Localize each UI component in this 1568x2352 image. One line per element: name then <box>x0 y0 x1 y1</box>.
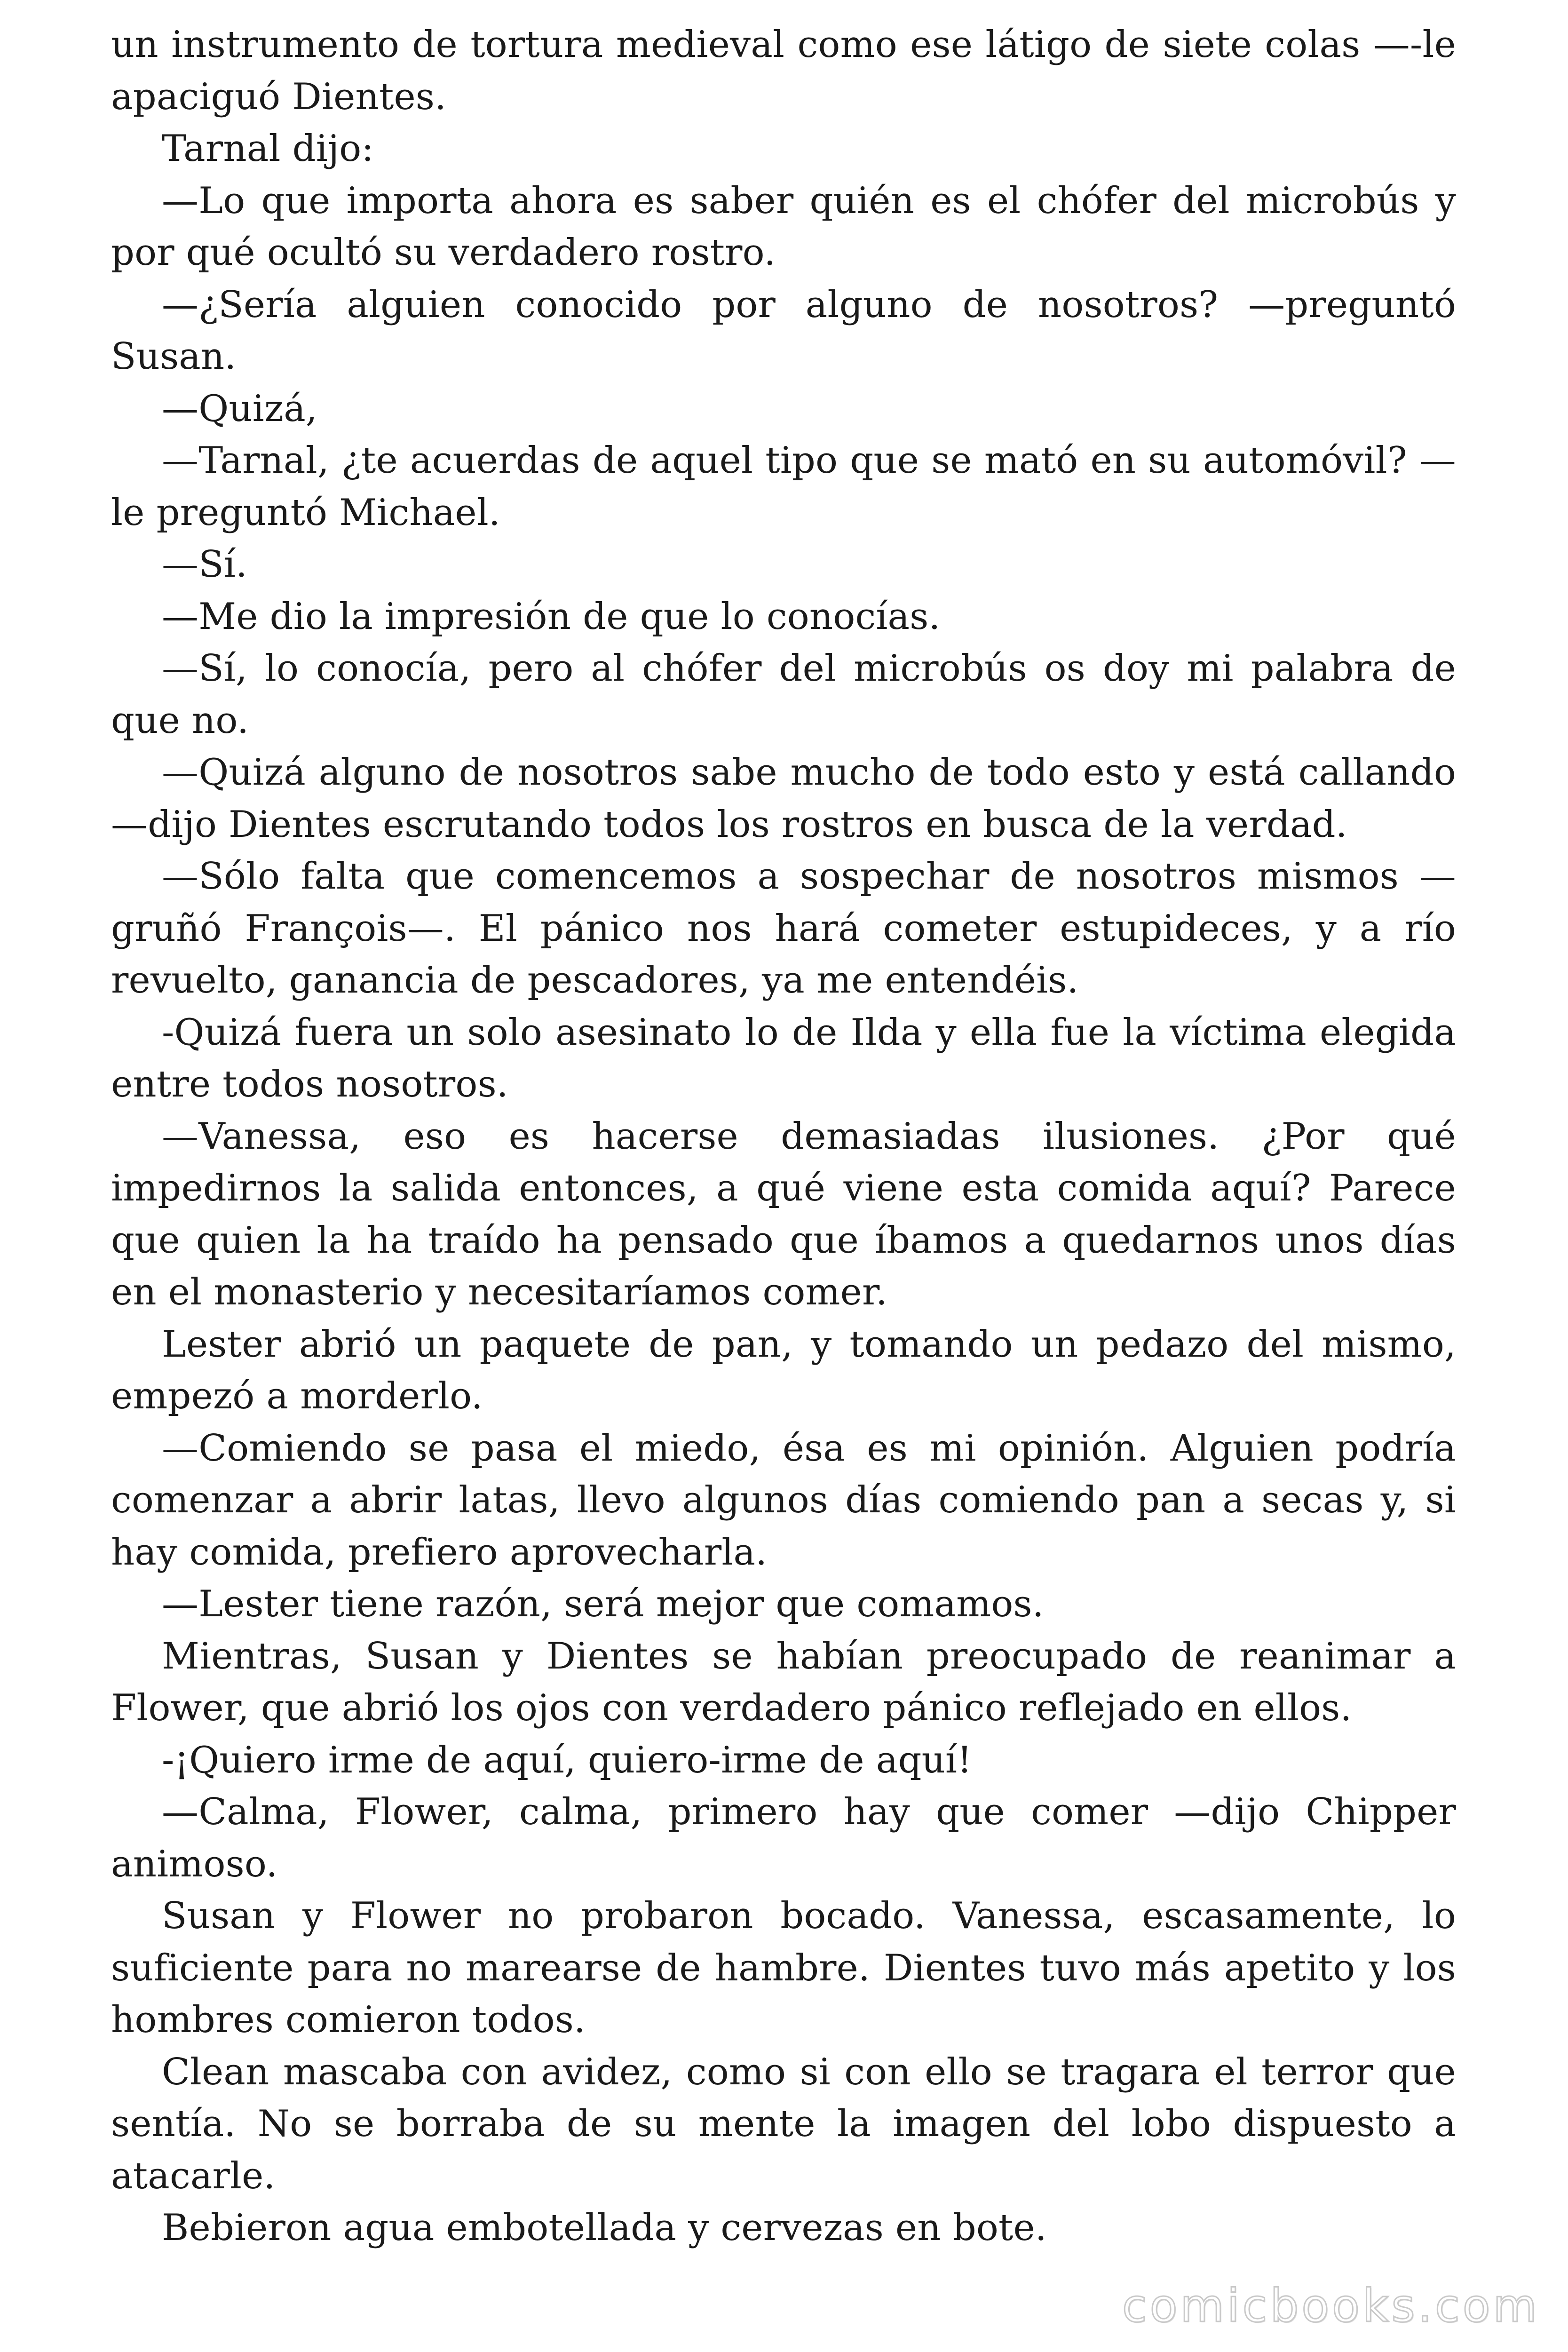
paragraph-19: —Calma, Flower, calma, primero hay que comer —dijo Chipper animoso. <box>111 1791 1456 1885</box>
paragraph-4: —¿Sería alguien conocido por alguno de nosotros? —preguntó Susan. <box>111 283 1456 378</box>
paragraph-9: —Sí, lo conocía, pero al chófer del microbús os doy mi palabra de que no. <box>111 647 1456 742</box>
paragraph-20: Susan y Flower no probaron bocado. Vanessa, escasamente, lo suficiente para no marearse de hambre. Dientes tuvo más apetito y los hombres comieron todos. <box>111 1895 1456 2041</box>
paragraph-1: un instrumento de tortura medieval como ese látigo de siete colas —-le apaciguó Dientes. <box>111 24 1456 118</box>
paragraph-11: —Sólo falta que comencemos a sospechar de nosotros mismos —gruñó François—. El pánico nos hará cometer estupideces, y a río revuelto, ganancia de pescadores, ya me entendéis. <box>111 855 1456 1001</box>
paragraph-14: Lester abrió un paquete de pan, y tomando un pedazo del mismo, empezó a morderlo. <box>111 1323 1456 1417</box>
paragraph-22: Bebieron agua embotellada y cervezas en bote. <box>162 2207 1047 2249</box>
paragraph-12: -Quizá fuera un solo asesinato lo de Ilda y ella fue la víctima elegida entre todos nosotros. <box>111 1011 1456 1105</box>
paragraph-7: —Sí. <box>162 543 247 586</box>
paragraph-8: —Me dio la impresión de que lo conocías. <box>162 595 941 638</box>
paragraph-6: —Tarnal, ¿te acuerdas de aquel tipo que se mató en su automóvil? —le preguntó Michael. <box>111 439 1456 534</box>
paragraph-10: —Quizá alguno de nosotros sabe mucho de todo esto y está callando —dijo Dientes escrutando todos los rostros en busca de la verdad. <box>111 751 1456 846</box>
paragraph-16: —Lester tiene razón, será mejor que comamos. <box>162 1583 1044 1625</box>
paragraph-17: Mientras, Susan y Dientes se habían preocupado de reanimar a Flower, que abrió los ojos con verdadero pánico reflejado en ellos. <box>111 1635 1456 1729</box>
paragraph-15: —Comiendo se pasa el miedo, ésa es mi opinión. Alguien podría comenzar a abrir latas, llevo algunos días comiendo pan a secas y, si hay comida, prefiero aprovecharla. <box>111 1427 1456 1573</box>
page-text <box>111 19 1456 2267</box>
paragraph-2: Tarnal dijo: <box>162 127 374 170</box>
watermark-logo: comicbooks.com <box>1122 2280 1540 2332</box>
paragraph-13: —Vanessa, eso es hacerse demasiadas ilusiones. ¿Por qué impedirnos la salida entonces, a qué viene esta comida aquí? Parece que quien la ha traído ha pensado que íbamos a quedarnos unos días en el monasterio y necesitaríamos comer. <box>111 1115 1456 1313</box>
paragraph-18: -¡Quiero irme de aquí, quiero-irme de aquí! <box>162 1739 972 1781</box>
paragraph-3: —Lo que importa ahora es saber quién es el chófer del microbús y por qué ocultó su verdadero rostro. <box>111 179 1456 274</box>
paragraph-21: Clean mascaba con avidez, como si con ello se tragara el terror que sentía. No se borraba de su mente la imagen del lobo dispuesto a atacarle. <box>111 2050 1456 2197</box>
paragraph-5: —Quizá, <box>162 387 317 430</box>
